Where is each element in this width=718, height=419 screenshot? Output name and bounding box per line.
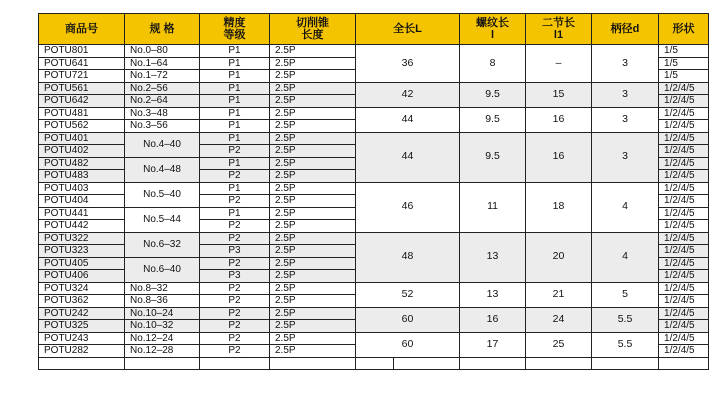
cell-product-code: POTU243 bbox=[39, 332, 125, 345]
cell-shape: 1/2/4/5 bbox=[659, 295, 709, 308]
cell-shape: 1/2/4/5 bbox=[659, 157, 709, 170]
cell-product-code: POTU403 bbox=[39, 182, 125, 195]
cell-precision-grade: P2 bbox=[200, 220, 270, 233]
cell-shape: 1/2/4/5 bbox=[659, 132, 709, 145]
cell-cutting-taper: 2.5P bbox=[270, 270, 356, 283]
cell-spec: No.6–40 bbox=[125, 257, 200, 282]
cell-spec: No.3–48 bbox=[125, 107, 200, 120]
header-second-length: 二节长 l1 bbox=[526, 14, 592, 45]
cell-precision-grade: P1 bbox=[200, 182, 270, 195]
cell-spec: No.4–48 bbox=[125, 157, 200, 182]
cell-shape: 1/2/4/5 bbox=[659, 257, 709, 270]
cell-precision-grade: P1 bbox=[200, 120, 270, 133]
cell-shape: 1/2/4/5 bbox=[659, 145, 709, 158]
cell-cutting-taper: 2.5P bbox=[270, 70, 356, 83]
empty-cell bbox=[659, 357, 709, 369]
header-shape: 形状 bbox=[659, 14, 709, 45]
cell-product-code: POTU282 bbox=[39, 345, 125, 358]
cell-shape: 1/2/4/5 bbox=[659, 232, 709, 245]
cell-shape: 1/2/4/5 bbox=[659, 195, 709, 208]
cell-shape: 1/2/4/5 bbox=[659, 332, 709, 345]
cell-precision-grade: P2 bbox=[200, 145, 270, 158]
cell-spec: No.0–80 bbox=[125, 45, 200, 58]
cell-product-code: POTU242 bbox=[39, 307, 125, 320]
cell-cutting-taper: 2.5P bbox=[270, 120, 356, 133]
cell-spec: No.12–24 bbox=[125, 332, 200, 345]
cell-shank-diameter: 4 bbox=[592, 182, 659, 232]
cell-product-code: POTU561 bbox=[39, 82, 125, 95]
empty-cell bbox=[270, 357, 356, 369]
cell-product-code: POTU405 bbox=[39, 257, 125, 270]
cell-full-length: 44 bbox=[356, 132, 460, 182]
cell-precision-grade: P3 bbox=[200, 270, 270, 283]
cell-product-code: POTU483 bbox=[39, 170, 125, 183]
cell-full-length: 46 bbox=[356, 182, 460, 232]
cell-shape: 1/5 bbox=[659, 70, 709, 83]
cell-second-length: 18 bbox=[526, 182, 592, 232]
cell-precision-grade: P3 bbox=[200, 245, 270, 258]
header-cutting-taper-length: 切削锥 长度 bbox=[270, 14, 356, 45]
cell-second-length: 25 bbox=[526, 332, 592, 357]
cell-shape: 1/2/4/5 bbox=[659, 182, 709, 195]
cell-shank-diameter: 3 bbox=[592, 132, 659, 182]
cell-spec: No.10–24 bbox=[125, 307, 200, 320]
cell-product-code: POTU322 bbox=[39, 232, 125, 245]
empty-cell bbox=[394, 357, 460, 369]
cell-shape: 1/2/4/5 bbox=[659, 82, 709, 95]
cell-second-length: 24 bbox=[526, 307, 592, 332]
cell-shape: 1/2/4/5 bbox=[659, 207, 709, 220]
cell-cutting-taper: 2.5P bbox=[270, 232, 356, 245]
cell-product-code: POTU362 bbox=[39, 295, 125, 308]
cell-full-length: 48 bbox=[356, 232, 460, 282]
cell-spec: No.8–32 bbox=[125, 282, 200, 295]
cell-thread-length: 9.5 bbox=[460, 82, 526, 107]
empty-row bbox=[39, 357, 709, 369]
cell-product-code: POTU801 bbox=[39, 45, 125, 58]
cell-cutting-taper: 2.5P bbox=[270, 45, 356, 58]
cell-thread-length: 8 bbox=[460, 45, 526, 83]
cell-spec: No.1–72 bbox=[125, 70, 200, 83]
cell-product-code: POTU481 bbox=[39, 107, 125, 120]
cell-shape: 1/2/4/5 bbox=[659, 107, 709, 120]
cell-shape: 1/2/4/5 bbox=[659, 95, 709, 108]
empty-cell bbox=[125, 357, 200, 369]
cell-product-code: POTU325 bbox=[39, 320, 125, 333]
cell-shape: 1/2/4/5 bbox=[659, 120, 709, 133]
cell-precision-grade: P1 bbox=[200, 207, 270, 220]
cell-full-length: 60 bbox=[356, 332, 460, 357]
cell-shape: 1/2/4/5 bbox=[659, 307, 709, 320]
cell-precision-grade: P2 bbox=[200, 295, 270, 308]
cell-precision-grade: P2 bbox=[200, 195, 270, 208]
header-row bbox=[39, 14, 709, 45]
cell-product-code: POTU482 bbox=[39, 157, 125, 170]
cell-shape: 1/2/4/5 bbox=[659, 282, 709, 295]
cell-shape: 1/5 bbox=[659, 45, 709, 58]
cell-cutting-taper: 2.5P bbox=[270, 195, 356, 208]
cell-precision-grade: P2 bbox=[200, 332, 270, 345]
cell-precision-grade: P2 bbox=[200, 320, 270, 333]
table-row bbox=[39, 45, 709, 58]
cell-cutting-taper: 2.5P bbox=[270, 257, 356, 270]
empty-cell bbox=[460, 357, 526, 369]
cell-shape: 1/2/4/5 bbox=[659, 320, 709, 333]
cell-product-code: POTU441 bbox=[39, 207, 125, 220]
spec-table bbox=[38, 13, 709, 370]
cell-precision-grade: P2 bbox=[200, 307, 270, 320]
cell-product-code: POTU562 bbox=[39, 120, 125, 133]
cell-cutting-taper: 2.5P bbox=[270, 307, 356, 320]
cell-spec: No.4–40 bbox=[125, 132, 200, 157]
cell-thread-length: 11 bbox=[460, 182, 526, 232]
cell-thread-length: 9.5 bbox=[460, 107, 526, 132]
cell-spec: No.8–36 bbox=[125, 295, 200, 308]
cell-spec: No.1–64 bbox=[125, 57, 200, 70]
cell-shape: 1/2/4/5 bbox=[659, 220, 709, 233]
cell-second-length: 16 bbox=[526, 132, 592, 182]
cell-product-code: POTU402 bbox=[39, 145, 125, 158]
cell-precision-grade: P1 bbox=[200, 107, 270, 120]
table-row bbox=[39, 282, 709, 295]
cell-cutting-taper: 2.5P bbox=[270, 207, 356, 220]
cell-precision-grade: P1 bbox=[200, 132, 270, 145]
cell-spec: No.12–28 bbox=[125, 345, 200, 358]
cell-product-code: POTU323 bbox=[39, 245, 125, 258]
cell-full-length: 60 bbox=[356, 307, 460, 332]
cell-shape: 1/2/4/5 bbox=[659, 270, 709, 283]
cell-cutting-taper: 2.5P bbox=[270, 132, 356, 145]
cell-cutting-taper: 2.5P bbox=[270, 170, 356, 183]
table-body bbox=[39, 45, 709, 370]
cell-second-length: 20 bbox=[526, 232, 592, 282]
table-row bbox=[39, 132, 709, 145]
cell-shank-diameter: 3 bbox=[592, 82, 659, 107]
cell-cutting-taper: 2.5P bbox=[270, 245, 356, 258]
table-row bbox=[39, 332, 709, 345]
cell-product-code: POTU641 bbox=[39, 57, 125, 70]
cell-thread-length: 13 bbox=[460, 232, 526, 282]
cell-spec: No.10–32 bbox=[125, 320, 200, 333]
empty-cell bbox=[200, 357, 270, 369]
cell-product-code: POTU721 bbox=[39, 70, 125, 83]
cell-shape: 1/2/4/5 bbox=[659, 170, 709, 183]
cell-shank-diameter: 5.5 bbox=[592, 332, 659, 357]
empty-cell bbox=[526, 357, 592, 369]
cell-second-length: 21 bbox=[526, 282, 592, 307]
cell-cutting-taper: 2.5P bbox=[270, 57, 356, 70]
cell-cutting-taper: 2.5P bbox=[270, 82, 356, 95]
cell-shank-diameter: 3 bbox=[592, 45, 659, 83]
cell-cutting-taper: 2.5P bbox=[270, 295, 356, 308]
table-row bbox=[39, 82, 709, 95]
cell-shank-diameter: 3 bbox=[592, 107, 659, 132]
cell-cutting-taper: 2.5P bbox=[270, 157, 356, 170]
cell-thread-length: 13 bbox=[460, 282, 526, 307]
cell-product-code: POTU406 bbox=[39, 270, 125, 283]
cell-cutting-taper: 2.5P bbox=[270, 107, 356, 120]
table-row bbox=[39, 307, 709, 320]
cell-spec: No.5–44 bbox=[125, 207, 200, 232]
cell-cutting-taper: 2.5P bbox=[270, 182, 356, 195]
table-row bbox=[39, 182, 709, 195]
empty-cell bbox=[356, 357, 394, 369]
cell-product-code: POTU324 bbox=[39, 282, 125, 295]
cell-spec: No.6–32 bbox=[125, 232, 200, 257]
cell-precision-grade: P1 bbox=[200, 95, 270, 108]
cell-spec: No.3–56 bbox=[125, 120, 200, 133]
cell-precision-grade: P2 bbox=[200, 170, 270, 183]
header-precision-grade: 精度 等级 bbox=[200, 14, 270, 45]
cell-second-length: 16 bbox=[526, 107, 592, 132]
header-thread-length: 螺纹长 l bbox=[460, 14, 526, 45]
cell-cutting-taper: 2.5P bbox=[270, 320, 356, 333]
cell-precision-grade: P1 bbox=[200, 45, 270, 58]
cell-cutting-taper: 2.5P bbox=[270, 95, 356, 108]
cell-thread-length: 9.5 bbox=[460, 132, 526, 182]
header-spec: 规 格 bbox=[125, 14, 200, 45]
cell-full-length: 52 bbox=[356, 282, 460, 307]
cell-product-code: POTU442 bbox=[39, 220, 125, 233]
cell-precision-grade: P1 bbox=[200, 57, 270, 70]
cell-second-length: 15 bbox=[526, 82, 592, 107]
header-shank-diameter: 柄径d bbox=[592, 14, 659, 45]
cell-spec: No.2–64 bbox=[125, 95, 200, 108]
cell-full-length: 42 bbox=[356, 82, 460, 107]
cell-cutting-taper: 2.5P bbox=[270, 220, 356, 233]
cell-product-code: POTU401 bbox=[39, 132, 125, 145]
cell-spec: No.5–40 bbox=[125, 182, 200, 207]
cell-cutting-taper: 2.5P bbox=[270, 332, 356, 345]
cell-cutting-taper: 2.5P bbox=[270, 145, 356, 158]
table-row bbox=[39, 107, 709, 120]
cell-shape: 1/2/4/5 bbox=[659, 245, 709, 258]
cell-thread-length: 17 bbox=[460, 332, 526, 357]
cell-shank-diameter: 5.5 bbox=[592, 307, 659, 332]
cell-shape: 1/2/4/5 bbox=[659, 345, 709, 358]
cell-full-length: 44 bbox=[356, 107, 460, 132]
cell-precision-grade: P1 bbox=[200, 82, 270, 95]
cell-spec: No.2–56 bbox=[125, 82, 200, 95]
cell-product-code: POTU642 bbox=[39, 95, 125, 108]
cell-product-code: POTU404 bbox=[39, 195, 125, 208]
cell-full-length: 36 bbox=[356, 45, 460, 83]
empty-cell bbox=[592, 357, 659, 369]
header-product-code: 商品号 bbox=[39, 14, 125, 45]
cell-precision-grade: P2 bbox=[200, 345, 270, 358]
cell-shape: 1/5 bbox=[659, 57, 709, 70]
cell-thread-length: 16 bbox=[460, 307, 526, 332]
table-row bbox=[39, 232, 709, 245]
empty-cell bbox=[39, 357, 125, 369]
header-full-length: 全长L bbox=[356, 14, 460, 45]
cell-shank-diameter: 4 bbox=[592, 232, 659, 282]
cell-precision-grade: P2 bbox=[200, 257, 270, 270]
cell-cutting-taper: 2.5P bbox=[270, 282, 356, 295]
cell-second-length: – bbox=[526, 45, 592, 83]
cell-precision-grade: P2 bbox=[200, 232, 270, 245]
cell-precision-grade: P1 bbox=[200, 157, 270, 170]
cell-precision-grade: P1 bbox=[200, 70, 270, 83]
cell-shank-diameter: 5 bbox=[592, 282, 659, 307]
cell-precision-grade: P2 bbox=[200, 282, 270, 295]
cell-cutting-taper: 2.5P bbox=[270, 345, 356, 358]
